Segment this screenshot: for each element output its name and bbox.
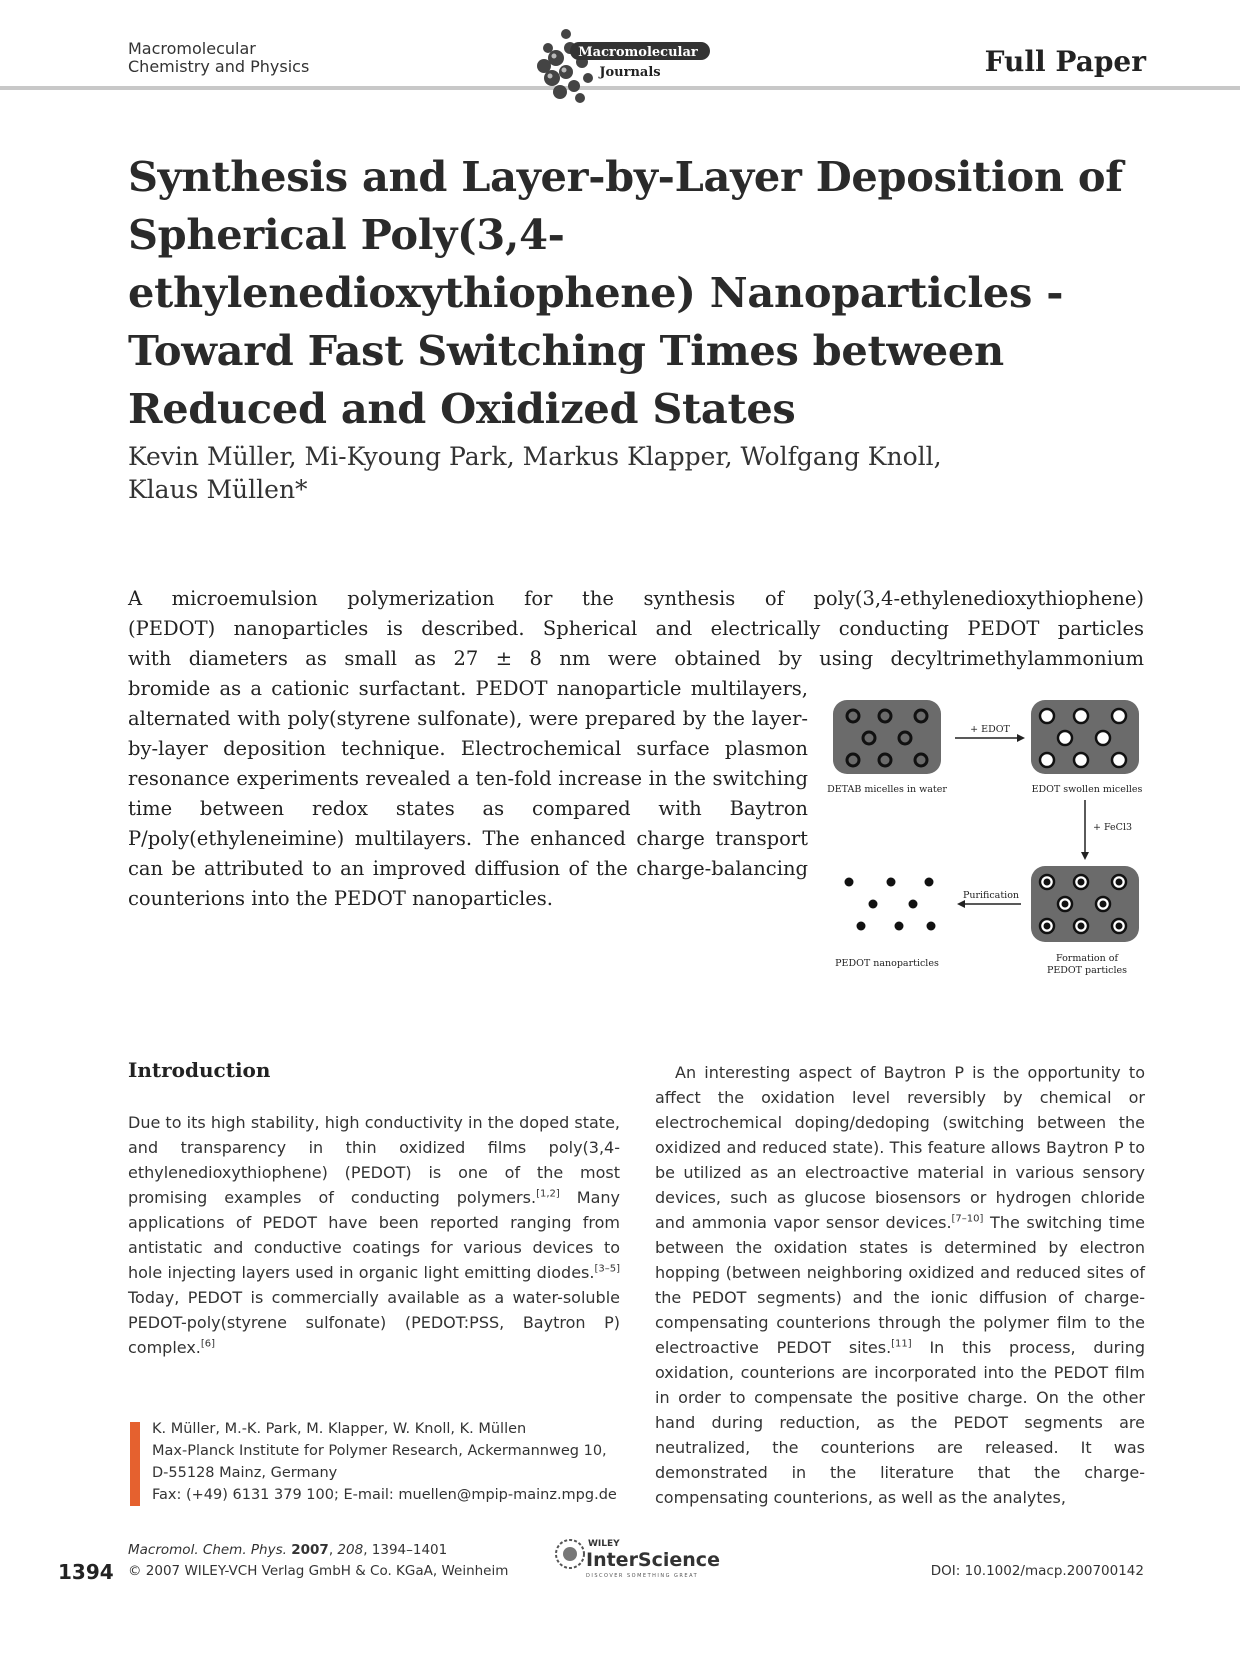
citation-line: Macromol. Chem. Phys. 2007, 208, 1394–1401 — [128, 1542, 448, 1558]
journal-name-line1: Macromolecular — [128, 39, 256, 58]
pedot-formation-box — [1031, 866, 1139, 942]
citation: [11] — [891, 1338, 912, 1350]
authors-line1: Kevin Müller, Mi-Kyoung Park, Markus Klapper, Wolfgang Knoll, — [128, 442, 942, 471]
doi: DOI: 10.1002/macp.200700142 — [930, 1563, 1144, 1579]
article-title: Synthesis and Layer-by-Layer Deposition of Spherical Poly(3,4-ethylenedioxythiophene) Nanoparticles - Toward Fast Switching Times between Reduced and Oxidized States — [128, 152, 1123, 433]
citation: [7–10] — [951, 1213, 984, 1225]
detab-micelle-box — [833, 700, 941, 774]
footer-citation — [128, 1540, 508, 1582]
section-label: Full Paper — [984, 45, 1146, 78]
intro-text-1: Due to its high stability, high conductivity in the doped state, and transparency in thin oxidized films poly(3,4-ethylenedioxythiophene) (PEDOT) is one of the most promising examples of conducting polymers. — [128, 1113, 620, 1207]
journal-abbrev: Macromol. Chem. Phys. — [128, 1542, 287, 1558]
abstract-line1: A microemulsion polymerization for the synthesis of poly(3,4-ethylenedioxythiophene) — [128, 587, 1144, 610]
abstract-full-width — [128, 584, 1144, 674]
right-paragraph — [655, 1060, 1145, 1510]
citation-pages: , 1394–1401 — [363, 1542, 448, 1558]
macromolecular-journals-logo — [530, 22, 720, 108]
author-list — [128, 440, 1128, 506]
citation: [3–5] — [594, 1263, 620, 1275]
journal-name — [128, 40, 348, 76]
label-purification: Purification — [962, 890, 1020, 901]
edot-swollen-micelle-box — [1031, 700, 1139, 774]
label-add-fecl3: + FeCl3 — [1093, 822, 1133, 833]
interscience-tagline: DISCOVER SOMETHING GREAT — [586, 1573, 699, 1579]
affiliation-authors: K. Müller, M.-K. Park, M. Klapper, W. Knoll, K. Müllen — [152, 1421, 527, 1437]
copyright: © 2007 WILEY-VCH Verlag GmbH & Co. KGaA, Weinheim — [128, 1563, 509, 1579]
pedot-nanoparticles-dots — [845, 878, 936, 931]
citation: [6] — [200, 1338, 216, 1350]
label-pedot-nanoparticles: PEDOT nanoparticles — [835, 958, 939, 969]
arrow-add-fecl3 — [1081, 800, 1089, 860]
journal-name-line2: Chemistry and Physics — [128, 57, 310, 76]
intro-paragraph — [128, 1110, 620, 1360]
right-text-1: An interesting aspect of Baytron P is the opportunity to affect the oxidation level reversibly by chemical or electrochemical doping/dedoping (switching between the oxidized and reduced state). This feature allows Baytron P to be utilized as an electroactive material in various sensory devices, such as glucose biosensors or hydrogen chloride and ammonia vapor sensor devices. — [655, 1063, 1145, 1232]
introduction-body — [128, 1110, 620, 1360]
right-text-3: In this process, during oxidation, counterions are incorporated into the PEDOT film in order to compensate the positive charge. On the other hand during reduction, as the PEDOT segments are neutralized, the counterions are released. It was demonstrated in the literature that the charge-compensating counterions, as well as the analytes, — [655, 1338, 1145, 1507]
logo-text-line1: Macromolecular — [578, 45, 698, 60]
citation-year: 2007 — [291, 1542, 329, 1558]
arrow-add-edot — [955, 734, 1025, 742]
intro-text-2: Many applications of PEDOT have been reported ranging from antistatic and conductive coatings for various devices to hole injecting layers used in organic light emitting diodes. — [128, 1188, 621, 1282]
label-detab-micelles: DETAB micelles in water — [827, 784, 947, 795]
affiliation-institute: Max-Planck Institute for Polymer Research, Ackermannweg 10, — [152, 1443, 607, 1459]
intro-text-3: Today, PEDOT is commercially available as a water-soluble PEDOT-poly(styrene sulfonate) (PEDOT:PSS, Baytron P) complex. — [128, 1288, 620, 1357]
abstract-line2: (PEDOT) nanoparticles is described. Spherical and electrically conducting PEDOT particles — [128, 617, 1144, 640]
affiliation-block — [152, 1418, 622, 1506]
toc-graphic — [825, 700, 1155, 990]
affiliation-accent-bar — [130, 1422, 140, 1506]
introduction-heading: Introduction — [128, 1058, 271, 1082]
label-add-edot: + EDOT — [970, 724, 1010, 735]
affiliation-contact: Fax: (+49) 6131 379 100; E-mail: muellen@mpip-mainz.mpg.de — [152, 1487, 617, 1503]
citation-volume: 208 — [337, 1542, 364, 1558]
label-edot-swollen: EDOT swollen micelles — [1031, 784, 1143, 795]
wiley-text: WILEY — [588, 1539, 620, 1549]
logo-text-line2: Journals — [599, 65, 661, 80]
wiley-interscience-logo — [552, 1532, 732, 1580]
page-number: 1394 — [58, 1560, 114, 1584]
authors-line2: Klaus Müllen* — [128, 475, 308, 504]
arrow-purification — [957, 900, 1021, 908]
right-text-2: The switching time between the oxidation states is determined by electron hopping (between neighboring oxidized and reduced sites of the PEDOT segments) and the ionic diffusion of charge-compensating counterions through the polymer film to the electroactive PEDOT sites. — [655, 1213, 1145, 1357]
affiliation-city: D-55128 Mainz, Germany — [152, 1465, 338, 1481]
label-formation-line1: Formation of — [1056, 953, 1118, 964]
abstract-line3: with diameters as small as 27 ± 8 nm were obtained by using decyltrimethylammonium — [128, 647, 1144, 670]
right-column-body — [655, 1060, 1145, 1510]
citation: [1,2] — [536, 1188, 560, 1200]
label-formation-line2: PEDOT particles — [1046, 965, 1128, 976]
abstract-wrapped: bromide as a cationic surfactant. PEDOT nanoparticle multilayers, alternated with poly(styrene sulfonate), were prepared by the layer-by-layer deposition technique. Electrochemical surface plasmon resonance experiments revealed a ten-fold increase in the switching time between redox states as compared with Baytron P/poly(ethyleneimine) multilayers. The enhanced charge transport can be attributed to an improved diffusion of the charge-balancing counterions into the PEDOT nanoparticles. — [128, 677, 808, 910]
interscience-text: InterScience — [586, 1549, 720, 1571]
